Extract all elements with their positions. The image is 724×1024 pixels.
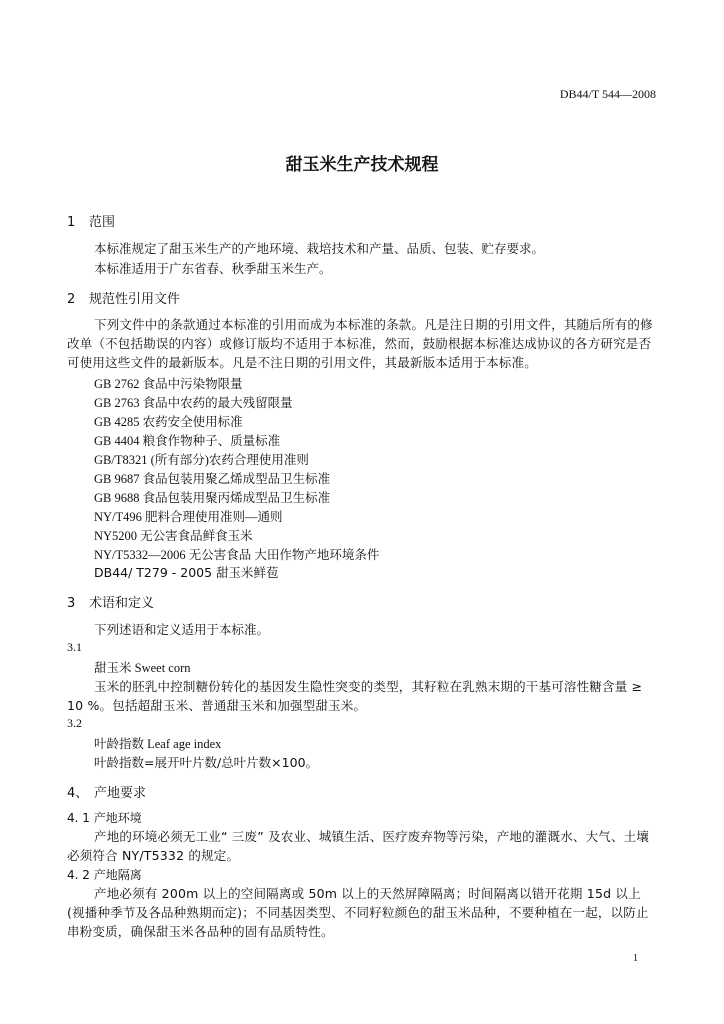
reference-item: GB 2762 食品中污染物限量 [94, 377, 243, 391]
paragraph: 产地的环境必须无工业“ 三废” 及农业、城镇生活、医疗废弃物等污染，产地的灌溉水、大气、土壤必须符合 NY/T5332 的规定。 [67, 829, 650, 863]
subsection-heading: 4. 1 产地环境 [67, 811, 142, 825]
paragraph: 下列文件中的条款通过本标准的引用而成为本标准的条款。凡是注日期的引用文件，其随后所有的修改单（不包括勘误的内容）或修订版均不适用于本标准，然而，鼓励根据本标准达成协议的各方研究是否可使用这些文件的最新版本。凡是不注日期的引用文件，其最新版本适用于本标准。 [67, 317, 653, 370]
reference-item: NY/T5332—2006 无公害食品 大田作物产地环境条件 [94, 548, 380, 562]
section-2-heading [67, 288, 180, 307]
section-3-heading [67, 592, 154, 611]
paragraph: 产地必须有 200m 以上的空间隔离或 50m 以上的天然屏障隔离；时间隔离以错开花期 15d 以上 (视播种季节及各品种熟期而定)；不同基因类型、不同籽粒颜色的甜玉米品种，不要种植在一起，以防止串粉变质，确保甜玉米各品种的固有品质特性。 [67, 886, 649, 939]
paragraph-line: 下列述语和定义适用于本标准。 [94, 622, 270, 637]
reference-item: GB/T8321 (所有部分)农药合理使用准则 [94, 453, 309, 467]
reference-item: GB 2763 食品中农药的最大残留限量 [94, 396, 293, 410]
term-title: 叶龄指数 Leaf age index [94, 737, 222, 751]
document-title: 甜玉米生产技术规程 [285, 155, 439, 175]
section-title: 规范性引用文件 [89, 292, 181, 307]
subsection-heading: 4. 2 产地隔离 [67, 868, 142, 882]
section-number: 4、 [67, 786, 89, 801]
section-title: 范围 [89, 215, 116, 230]
section-number: 2 [67, 292, 76, 307]
reference-item: NY/T496 肥料合理使用准则—通则 [94, 510, 283, 524]
paragraph-line: 本标准规定了甜玉米生产的产地环境、栽培技术和产量、品质、包装、贮存要求。 [94, 241, 545, 256]
term-definition: 玉米的胚乳中控制糖份转化的基因发生隐性突变的类型，其籽粒在乳熟末期的干基可溶性糖含量 ≥ 10 %。包括超甜玉米、普通甜玉米和加强型甜玉米。 [67, 679, 643, 713]
section-1-heading [67, 211, 115, 230]
section-title: 产地要求 [94, 786, 147, 801]
page-number: 1 [633, 953, 638, 964]
document-code: DB44/T 544—2008 [559, 87, 656, 101]
term-definition: 叶龄指数=展开叶片数/总叶片数×100。 [94, 755, 319, 770]
section-title: 术语和定义 [89, 596, 155, 611]
section-number: 3 [67, 596, 76, 611]
reference-item: DB44/ T279 - 2005 甜玉米鲜苞 [94, 565, 279, 580]
reference-item: NY5200 无公害食品鲜食玉米 [94, 529, 253, 543]
section-number: 1 [67, 215, 76, 230]
reference-item: GB 9687 食品包装用聚乙烯成型品卫生标准 [94, 472, 331, 486]
term-number: 3.2 [67, 716, 82, 730]
term-title: 甜玉米 Sweet corn [94, 661, 191, 675]
term-number: 3.1 [67, 640, 82, 654]
paragraph-line: 本标准适用于广东省春、秋季甜玉米生产。 [94, 261, 332, 276]
reference-item: GB 4404 粮食作物种子、质量标准 [94, 434, 281, 448]
section-4-heading [67, 782, 146, 801]
reference-item: GB 4285 农药安全使用标准 [94, 415, 243, 429]
reference-item: GB 9688 食品包装用聚丙烯成型品卫生标准 [94, 491, 331, 505]
